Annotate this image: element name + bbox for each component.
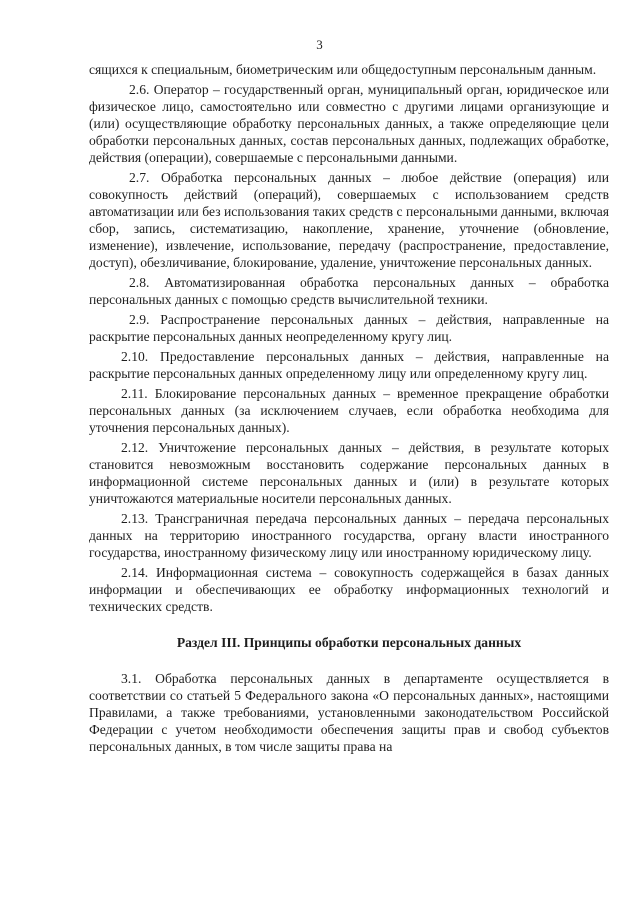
page-number: 3 bbox=[316, 37, 323, 52]
paragraph-2-13: 2.13. Трансграничная передача персональных данных – передача персональных данных на территорию иностранного государства, органу власти иностранного государства, иностранному физическому лицу или иностранному юридическому лицу. bbox=[89, 511, 609, 560]
paragraph-3-1: 3.1. Обработка персональных данных в департаменте осуществляется в соответствии со статьей 5 Федерального закона «О персональных данных», настоящими Правилами, а также требованиями, установленными законодательством Российской Федерации с учетом необходимости обеспечения защиты прав и свобод субъектов персональных данных, в том числе защиты права на bbox=[89, 671, 609, 754]
paragraph-2-10: 2.10. Предоставление персональных данных – действия, направленные на раскрытие персональных данных определенному лицу или определенному кругу лиц. bbox=[89, 349, 609, 381]
paragraph-2-12: 2.12. Уничтожение персональных данных – действия, в результате которых становится невозможным восстановить содержание персональных данных в информационной системе персональных данных и (или) в результате которых уничтожаются материальные носители персональных данных. bbox=[89, 440, 609, 506]
paragraph-2-8: 2.8. Автоматизированная обработка персональных данных – обработка персональных данных с помощью средств вычислительной техники. bbox=[89, 275, 609, 307]
paragraph-2-14: 2.14. Информационная система – совокупность содержащейся в базах данных информации и обеспечивающих ее обработку информационных технологий и технических средств. bbox=[89, 565, 609, 614]
paragraph-2-6: 2.6. Оператор – государственный орган, муниципальный орган, юридическое или физическое лицо, самостоятельно или совместно с другими лицами организующие и (или) осуществляющие обработку персональных данных, а также определяющие цели обработки персональных данных, состав персональных данных, подлежащих обработке, действия (операции), совершаемые с персональными данными. bbox=[89, 82, 609, 165]
paragraph-continuation: сящихся к специальным, биометрическим или общедоступным персональным данным. bbox=[89, 62, 597, 77]
document-body bbox=[89, 61, 609, 758]
section-heading: Раздел III. Принципы обработки персональных данных bbox=[176, 635, 522, 650]
paragraph-2-9: 2.9. Распространение персональных данных – действия, направленные на раскрытие персональных данных неопределенному кругу лиц. bbox=[89, 312, 609, 344]
paragraph-2-11: 2.11. Блокирование персональных данных – временное прекращение обработки персональных данных (за исключением случаев, если обработка необходима для уточнения персональных данных). bbox=[89, 386, 609, 435]
paragraph-2-7: 2.7. Обработка персональных данных – любое действие (операция) или совокупность действий (операций), совершаемых с использованием средств автоматизации или без использования таких средств с персональными данными, включая сбор, запись, систематизацию, накопление, хранение, уточнение (обновление, изменение), извлечение, использование, передачу (распространение, предоставление, доступ), обезличивание, блокирование, удаление, уничтожение персональных данных. bbox=[89, 170, 609, 270]
